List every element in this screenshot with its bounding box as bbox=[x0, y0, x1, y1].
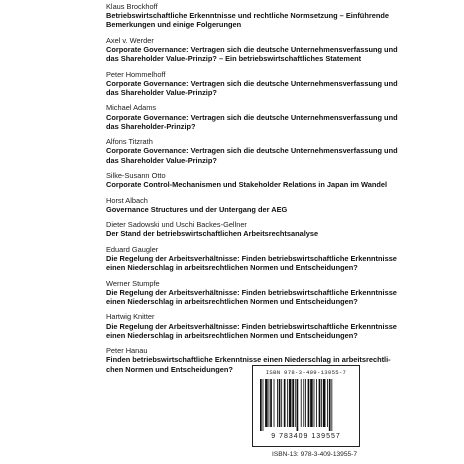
entry-author: Eduard Gaugler bbox=[106, 244, 159, 254]
entry-title bbox=[106, 45, 456, 63]
contribution-entry bbox=[106, 103, 456, 131]
entry-title-line: einen Niederschlag in arbeitsrechtlichen Normen und Entscheidungen? bbox=[106, 263, 358, 273]
entry-title bbox=[106, 322, 456, 340]
contribution-entry bbox=[106, 2, 456, 30]
entry-author: Michael Adams bbox=[106, 103, 157, 113]
entry-title-line: das Shareholder Value-Prinzip? bbox=[106, 155, 217, 165]
entry-title-line: Corporate Governance: Vertragen sich die deutsche Unternehmensverfassung und bbox=[106, 78, 398, 88]
entry-title bbox=[106, 205, 456, 214]
entry-title-line: Der Stand der betriebswirtschaftlichen Arbeitsrechtsanalyse bbox=[106, 229, 319, 239]
entry-author: Klaus Brockhoff bbox=[106, 2, 158, 11]
entry-author: Hartwig Knitter bbox=[106, 312, 155, 322]
entry-title-line: das Shareholder Value-Prinzip? – Ein betriebswirtschaftliches Statement bbox=[106, 54, 362, 64]
entry-author: Dieter Sadowski und Uschi Backes-Gellner bbox=[106, 220, 247, 230]
isbn-13-label: ISBN-13: 978-3-409-13955-7 bbox=[272, 451, 358, 458]
entry-author: Peter Hanau bbox=[106, 346, 148, 356]
entry-title-line: Corporate Governance: Vertragen sich die deutsche Unternehmensverfassung und bbox=[106, 45, 398, 54]
contribution-entry bbox=[106, 36, 456, 64]
entry-title bbox=[106, 79, 456, 97]
contribution-entry bbox=[106, 137, 456, 165]
entry-title bbox=[106, 11, 456, 29]
entry-author: Werner Stumpfe bbox=[106, 278, 160, 288]
entry-title-line: Finden betriebswirtschaftliche Erkenntnisse einen Niederschlag in arbeitsrechtli- bbox=[106, 355, 391, 365]
entry-author: Silke-Susann Otto bbox=[106, 170, 166, 180]
entry-author: Horst Albach bbox=[106, 195, 148, 205]
entry-title-line: Betriebswirtschaftliche Erkenntnisse und rechtliche Normsetzung – Einführende bbox=[106, 11, 389, 21]
entry-author: Axel v. Werder bbox=[106, 35, 154, 45]
entry-title bbox=[106, 254, 456, 272]
entry-title bbox=[106, 146, 456, 164]
entry-title-line: Corporate Control-Mechanismen und Stakeholder Relations in Japan im Wandel bbox=[106, 180, 388, 190]
entry-title-line: einen Niederschlag in arbeitsrechtlichen Normen und Entscheidungen? bbox=[106, 330, 358, 340]
entry-title-line: Corporate Governance: Vertragen sich die deutsche Unternehmensverfassung und bbox=[106, 112, 398, 122]
entry-title bbox=[106, 229, 456, 238]
entry-title-line: Die Regelung der Arbeitsverhältnisse: Finden betriebswirtschaftliche Erkenntnisse bbox=[106, 253, 397, 263]
entry-title-line: Bemerkungen und einige Folgerungen bbox=[106, 20, 242, 30]
barcode-block bbox=[252, 365, 360, 447]
entry-author: Peter Hommelhoff bbox=[106, 69, 166, 79]
entry-title-line: das Shareholder-Prinzip? bbox=[106, 121, 196, 131]
contribution-entry bbox=[106, 220, 456, 238]
entry-title-line: Corporate Governance: Vertragen sich die deutsche Unternehmensverfassung und bbox=[106, 146, 398, 156]
contribution-entry bbox=[106, 70, 456, 98]
entry-title-line: das Shareholder Value-Prinzip? bbox=[106, 88, 217, 97]
barcode-isbn-label: ISBN 978-3-409-13955-7 bbox=[265, 369, 347, 376]
entry-title bbox=[106, 288, 456, 306]
entry-title-line: Die Regelung der Arbeitsverhältnisse: Finden betriebswirtschaftliche Erkenntnisse bbox=[106, 287, 397, 297]
barcode-digits: 9 783409 139557 bbox=[271, 433, 341, 440]
contributions-list bbox=[106, 2, 456, 380]
contribution-entry bbox=[106, 196, 456, 214]
barcode-icon bbox=[259, 379, 355, 431]
entry-title bbox=[106, 113, 456, 131]
contribution-entry bbox=[106, 312, 456, 340]
entry-title-line: einen Niederschlag in arbeitsrechtlichen Normen und Entscheidungen? bbox=[106, 296, 358, 306]
entry-title-line: chen Normen und Entscheidungen? bbox=[106, 364, 233, 374]
entry-author: Alfons Titzrath bbox=[106, 137, 153, 147]
entry-title-line: Governance Structures und der Untergang der AEG bbox=[106, 204, 288, 214]
contribution-entry bbox=[106, 245, 456, 273]
entry-title-line: Die Regelung der Arbeitsverhältnisse: Finden betriebswirtschaftliche Erkenntnisse bbox=[106, 321, 397, 331]
contribution-entry bbox=[106, 279, 456, 307]
entry-title bbox=[106, 180, 456, 189]
contribution-entry bbox=[106, 171, 456, 189]
